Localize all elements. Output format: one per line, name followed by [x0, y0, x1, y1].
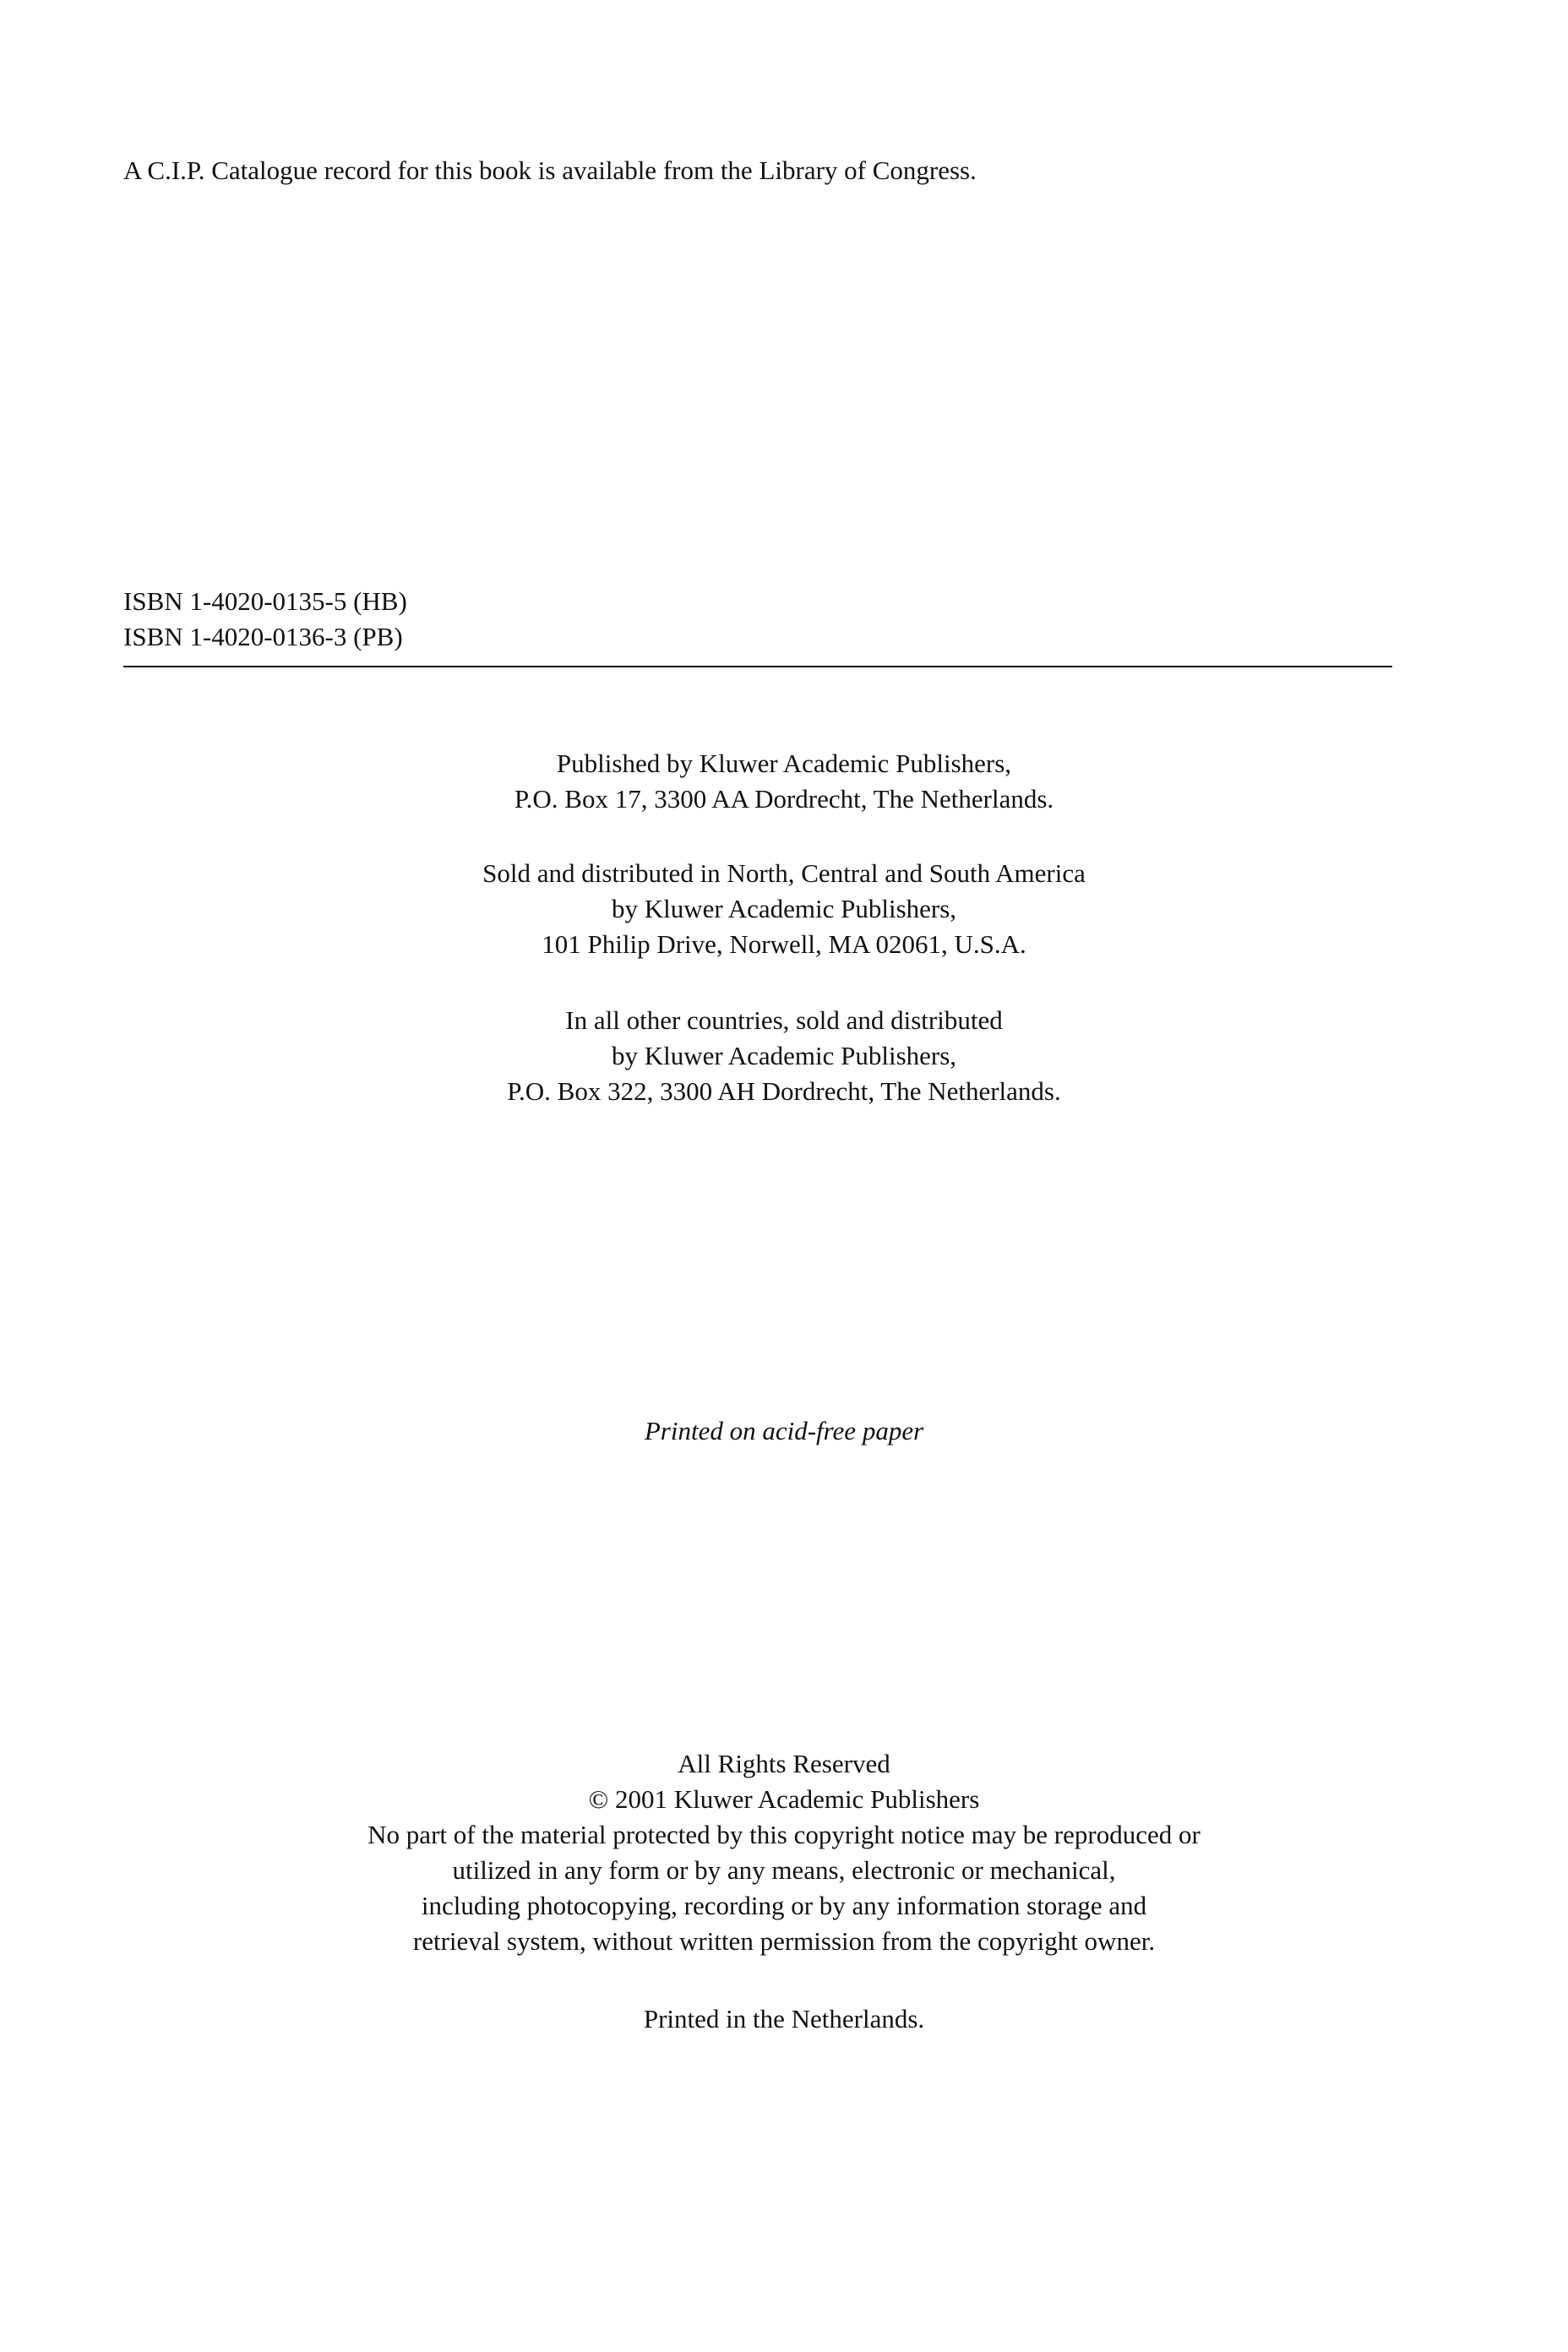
americas-line-3: 101 Philip Drive, Norwell, MA 02061, U.S.A. [542, 929, 1026, 959]
rights-reserved: All Rights Reserved [678, 1749, 890, 1778]
other-countries-line-2: by Kluwer Academic Publishers, [611, 1041, 957, 1070]
rights-text-line-3: including photocopying, recording or by any information storage and [421, 1891, 1147, 1920]
divider-rule [123, 666, 1392, 667]
acid-free-paper-note: Printed on acid-free paper [644, 1416, 924, 1446]
publisher-line-2: P.O. Box 17, 3300 AA Dordrecht, The Netherlands. [514, 784, 1054, 814]
isbn-paperback: ISBN 1-4020-0136-3 (PB) [123, 622, 403, 651]
printed-in-netherlands: Printed in the Netherlands. [643, 2004, 925, 2034]
rights-text-line-1: No part of the material protected by this copyright notice may be reproduced or [368, 1820, 1200, 1849]
rights-text-line-2: utilized in any form or by any means, electronic or mechanical, [452, 1855, 1116, 1885]
americas-line-1: Sold and distributed in North, Central and South America [482, 858, 1086, 888]
other-countries-line-1: In all other countries, sold and distributed [565, 1005, 1003, 1035]
americas-line-2: by Kluwer Academic Publishers, [611, 894, 957, 923]
other-countries-line-3: P.O. Box 322, 3300 AH Dordrecht, The Netherlands. [507, 1076, 1061, 1106]
cip-notice: A C.I.P. Catalogue record for this book is available from the Library of Congress. [123, 155, 977, 185]
rights-text-line-4: retrieval system, without written permission from the copyright owner. [412, 1926, 1156, 1956]
publisher-line-1: Published by Kluwer Academic Publishers, [556, 749, 1012, 778]
copyright-line: © 2001 Kluwer Academic Publishers [588, 1784, 980, 1814]
isbn-hardback: ISBN 1-4020-0135-5 (HB) [123, 586, 407, 616]
